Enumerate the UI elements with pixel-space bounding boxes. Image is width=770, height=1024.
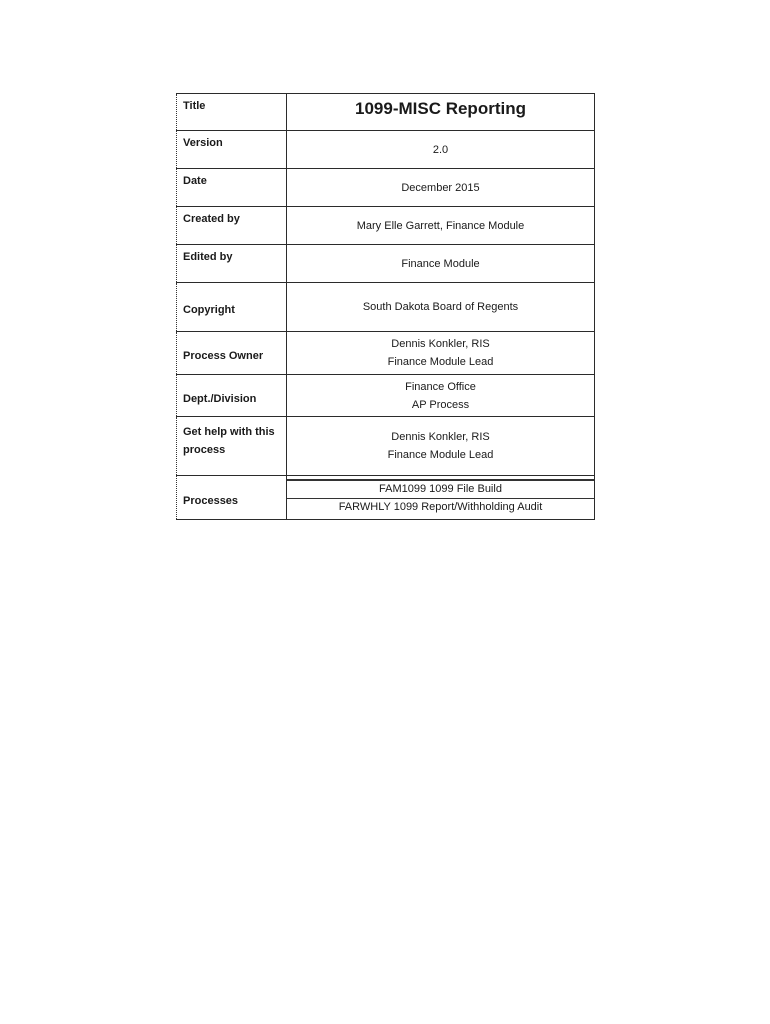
edited-by-value: Finance Module <box>287 245 595 283</box>
date-row <box>177 169 595 207</box>
copyright-row <box>177 283 595 332</box>
process-owner-label: Process Owner <box>177 332 287 375</box>
processes-label: Processes <box>177 476 287 520</box>
edited-by-label: Edited by <box>177 245 287 283</box>
process-owner-line-2: Finance Module Lead <box>387 356 494 368</box>
edited-by-row <box>177 245 595 283</box>
dept-division-line-1: Finance Office <box>405 380 476 393</box>
created-by-label: Created by <box>177 207 287 245</box>
document-info-table <box>176 93 595 520</box>
created-by-row <box>177 207 595 245</box>
copyright-value: South Dakota Board of Regents <box>287 283 595 332</box>
version-value: 2.0 <box>287 131 595 169</box>
process-owner-line-1: Dennis Konkler, RIS <box>391 338 490 350</box>
version-label: Version <box>177 131 287 169</box>
process-item-1: FAM1099 1099 File Build <box>287 479 594 499</box>
document-title: 1099-MISC Reporting <box>355 99 526 118</box>
get-help-row <box>177 417 595 476</box>
created-by-value: Mary Elle Garrett, Finance Module <box>287 207 595 245</box>
get-help-label: Get help with this process <box>177 417 287 476</box>
title-label: Title <box>177 94 287 131</box>
get-help-line-2: Finance Module Lead <box>387 449 494 461</box>
processes-row <box>177 476 595 520</box>
title-row <box>177 94 595 131</box>
process-owner-row <box>177 332 595 375</box>
dept-division-row <box>177 375 595 417</box>
dept-division-line-2: AP Process <box>411 398 470 411</box>
dept-division-label: Dept./Division <box>177 375 287 417</box>
version-row <box>177 131 595 169</box>
date-label: Date <box>177 169 287 207</box>
get-help-line-1: Dennis Konkler, RIS <box>391 431 490 443</box>
date-value: December 2015 <box>287 169 595 207</box>
copyright-label: Copyright <box>177 283 287 332</box>
process-item-2: FARWHLY 1099 Report/Withholding Audit <box>338 501 543 513</box>
